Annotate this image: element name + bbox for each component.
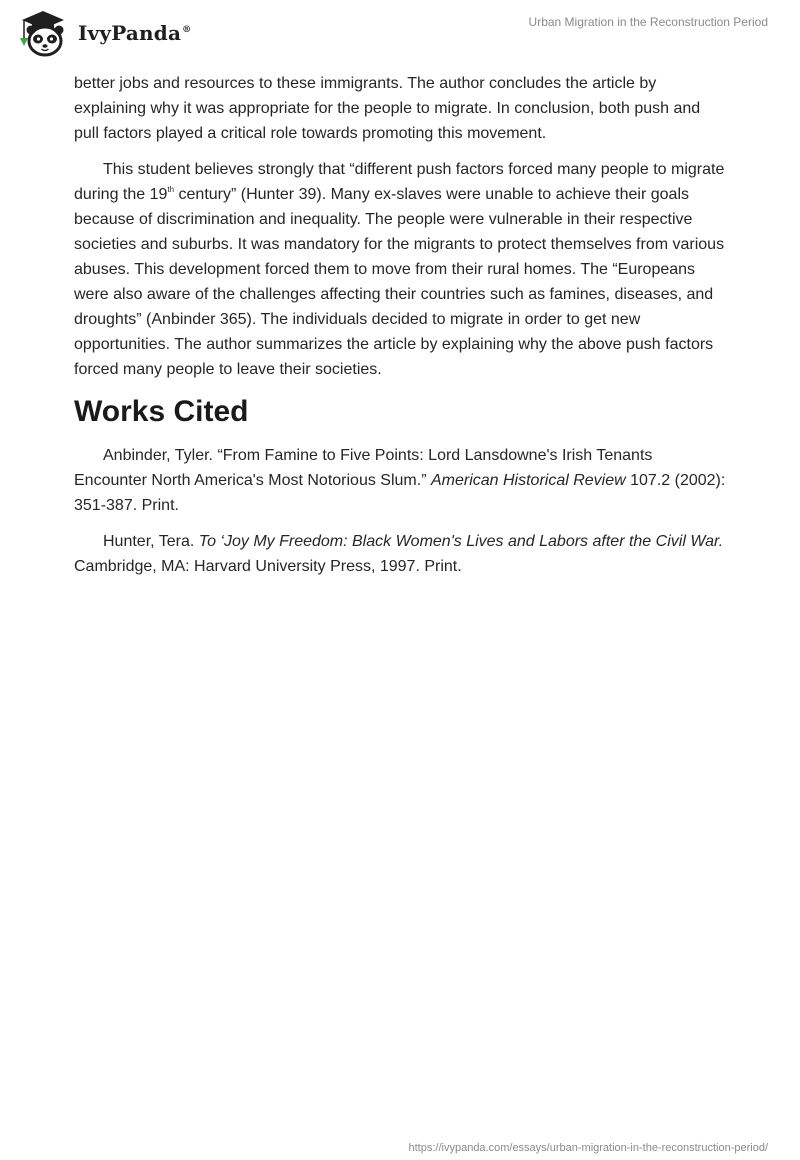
source-url-link[interactable]: https://ivypanda.com/essays/urban-migration-in-the-reconstruction-period/ xyxy=(408,1142,768,1154)
citation-italic-title: To ‘Joy My Freedom: Black Women's Lives and Labors after the Civil War. xyxy=(198,533,724,550)
citation-entry xyxy=(74,443,726,518)
ordinal-superscript: th xyxy=(167,185,175,194)
registered-mark: ® xyxy=(182,25,192,36)
body-paragraph-2 xyxy=(74,157,726,382)
citation-italic-title: American Historical Review xyxy=(430,472,626,489)
citation-text: Hunter, Tera. xyxy=(103,533,199,550)
panda-graduate-icon xyxy=(16,8,74,58)
essay-content xyxy=(74,71,726,590)
works-cited-heading: Works Cited xyxy=(74,395,249,428)
page-header xyxy=(0,0,800,60)
body-paragraph-1: better jobs and resources to these immigrants. The author concludes the article by explaining why it was appropriate for the people to migrate. In conclusion, both push and pull factors played a critical role towards promoting this movement. xyxy=(74,75,701,142)
logo-text: IvyPanda xyxy=(78,21,182,45)
citation-details: Cambridge, MA: Harvard University Press, 1997. Print. xyxy=(74,558,462,575)
ivypanda-logo[interactable] xyxy=(16,8,191,58)
logo-wordmark xyxy=(78,21,191,45)
citation-details: 107.2 (2002): 351-387. Print. xyxy=(74,472,726,514)
citation-entry xyxy=(74,529,726,579)
running-title: Urban Migration in the Reconstruction Period xyxy=(528,15,768,29)
paragraph-text-end: century” (Hunter 39). Many ex-slaves were unable to achieve their goals because of discrimination and inequality. The people were vulnerable in their respective societies and suburbs. It was mandatory for the migrants to protect themselves from various abuses. This development forced them to move from their rural homes. The “Europeans were also aware of the challenges affecting their countries such as famines, diseases, and droughts” (Anbinder 365). The individuals decided to migrate in order to get new opportunities. The author summarizes the article by explaining why the above push factors forced many people to leave their societies. xyxy=(74,186,725,378)
citation-text: Anbinder, Tyler. “From Famine to Five Points: Lord Lansdowne's Irish Tenants Encounter North America's Most Notorious Slum.” xyxy=(74,447,653,489)
paragraph-text-start: This student believes strongly that “different push factors forced many people to migrate during the 19 xyxy=(74,161,725,203)
